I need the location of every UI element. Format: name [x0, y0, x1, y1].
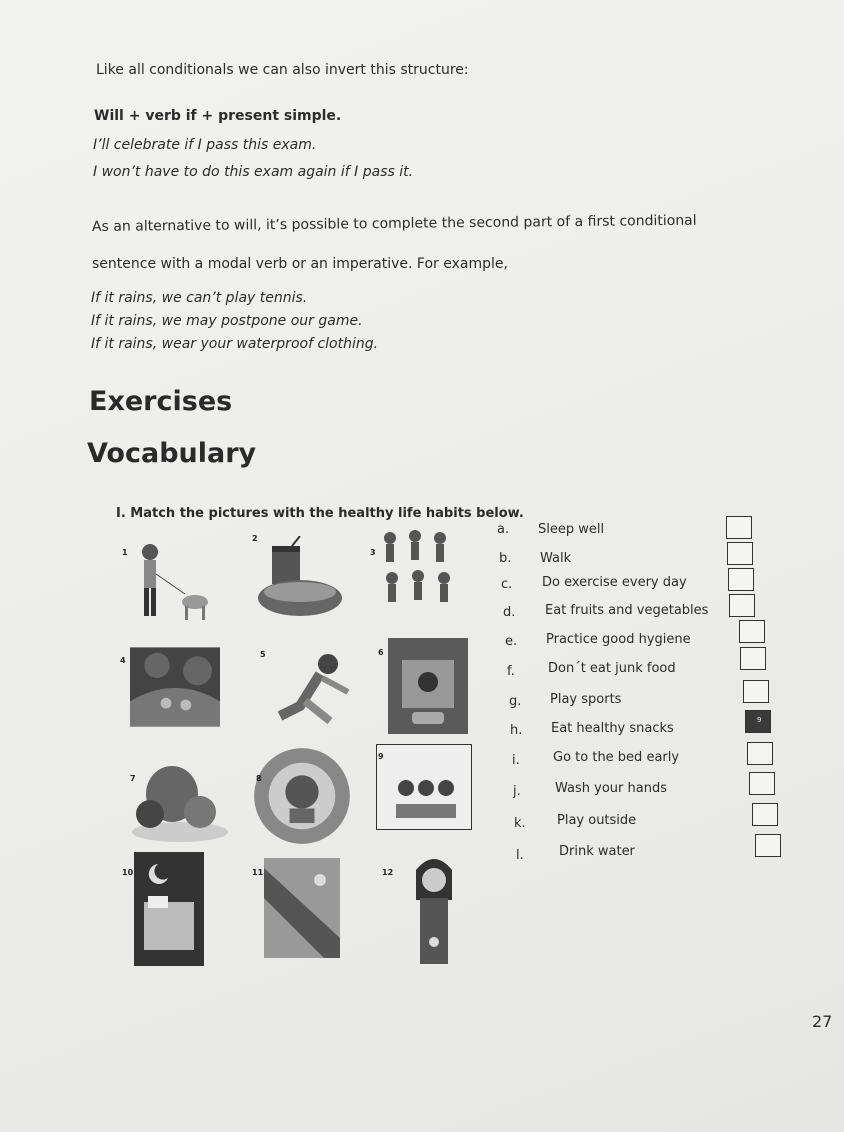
answer-box[interactable]: [755, 834, 781, 857]
answer-box[interactable]: [726, 516, 752, 539]
answer-box[interactable]: [739, 620, 765, 643]
picture-number: 1: [122, 548, 128, 557]
answer-box[interactable]: [727, 542, 753, 565]
option-letter: a.: [497, 522, 510, 537]
option-text: Drink water: [559, 844, 635, 859]
option-letter: h.: [510, 723, 523, 738]
exercise-instruction: I. Match the pictures with the healthy life habits below.: [116, 506, 524, 521]
answer-box[interactable]: [752, 803, 778, 826]
picture-number: 6: [378, 648, 384, 657]
answer-box[interactable]: [728, 568, 754, 591]
picture-12-healthy-snacks: [382, 850, 462, 966]
example-sentence: I’ll celebrate if I pass this exam.: [93, 137, 317, 153]
option-text: Eat healthy snacks: [551, 721, 674, 736]
option-text: Play outside: [557, 813, 637, 828]
picture-7-fruits: [130, 756, 230, 844]
picture-number: 11: [252, 868, 264, 877]
option-text: Sleep well: [538, 522, 605, 537]
picture-5-sports: [260, 646, 360, 734]
option-letter: l.: [516, 848, 524, 863]
option-text: Walk: [540, 551, 572, 566]
example-sentence: If it rains, we may postpone our game.: [91, 313, 363, 329]
picture-number: 5: [260, 650, 266, 659]
option-text: Wash your hands: [555, 781, 667, 796]
option-letter: i.: [512, 753, 520, 768]
option-letter: j.: [513, 784, 521, 799]
option-letter: e.: [505, 634, 518, 649]
example-sentence: I won’t have to do this exam again if I pass it.: [93, 164, 414, 180]
vocabulary-heading: Vocabulary: [87, 438, 257, 469]
picture-number: 2: [252, 534, 258, 543]
example-sentence: If it rains, wear your waterproof clothing.: [91, 336, 379, 352]
answer-box[interactable]: [729, 594, 755, 617]
picture-number: 3: [370, 548, 376, 557]
answer-box[interactable]: [747, 742, 773, 765]
picture-number: 8: [256, 774, 262, 783]
exercises-heading: Exercises: [89, 386, 233, 417]
picture-number: 10: [122, 868, 134, 877]
page-number: 27: [812, 1012, 833, 1031]
picture-8-drink-water: [250, 744, 354, 848]
option-text: Eat fruits and vegetables: [545, 603, 709, 618]
answer-box[interactable]: [749, 772, 775, 795]
picture-2-junk-food: [252, 536, 352, 624]
picture-3-exercise: [370, 526, 470, 614]
option-text: Practice good hygiene: [546, 632, 691, 647]
option-letter: k.: [514, 816, 526, 831]
picture-number: 9: [378, 752, 384, 761]
option-text: Play sports: [550, 692, 622, 707]
alternative-text: As an alternative to will, it’s possible to complete the second part of a first conditional: [91, 212, 697, 235]
picture-number: 7: [130, 774, 136, 783]
picture-number: 4: [120, 656, 126, 665]
answer-box[interactable]: [740, 647, 766, 670]
picture-grid: [120, 526, 470, 976]
answer-box-filled[interactable]: [745, 710, 771, 733]
alternative-text: sentence with a modal verb or an imperative. For example,: [92, 256, 508, 272]
option-letter: b.: [499, 551, 512, 566]
picture-number: 12: [382, 868, 394, 877]
picture-10-sleep: [122, 852, 204, 966]
option-letter: g.: [509, 694, 522, 709]
answer-box[interactable]: [743, 680, 769, 703]
picture-9-wash-hands: [376, 744, 472, 830]
intro-line: Like all conditionals we can also invert this structure:: [96, 62, 469, 78]
picture-1-walk-dog: [122, 536, 230, 624]
option-letter: f.: [507, 664, 515, 679]
option-text: Don´t eat junk food: [548, 661, 676, 676]
example-sentence: If it rains, we can’t play tennis.: [91, 290, 308, 306]
option-text: Do exercise every day: [542, 575, 687, 590]
option-text: Go to the bed early: [553, 750, 680, 765]
picture-4-play-outside: [120, 646, 220, 728]
picture-6-hygiene: [378, 638, 468, 734]
picture-11-bed-early: [252, 858, 340, 958]
answer-box-value: 9: [757, 716, 762, 724]
option-letter: c.: [501, 577, 513, 592]
structure-formula: Will + verb if + present simple.: [94, 108, 342, 124]
option-letter: d.: [503, 605, 516, 620]
